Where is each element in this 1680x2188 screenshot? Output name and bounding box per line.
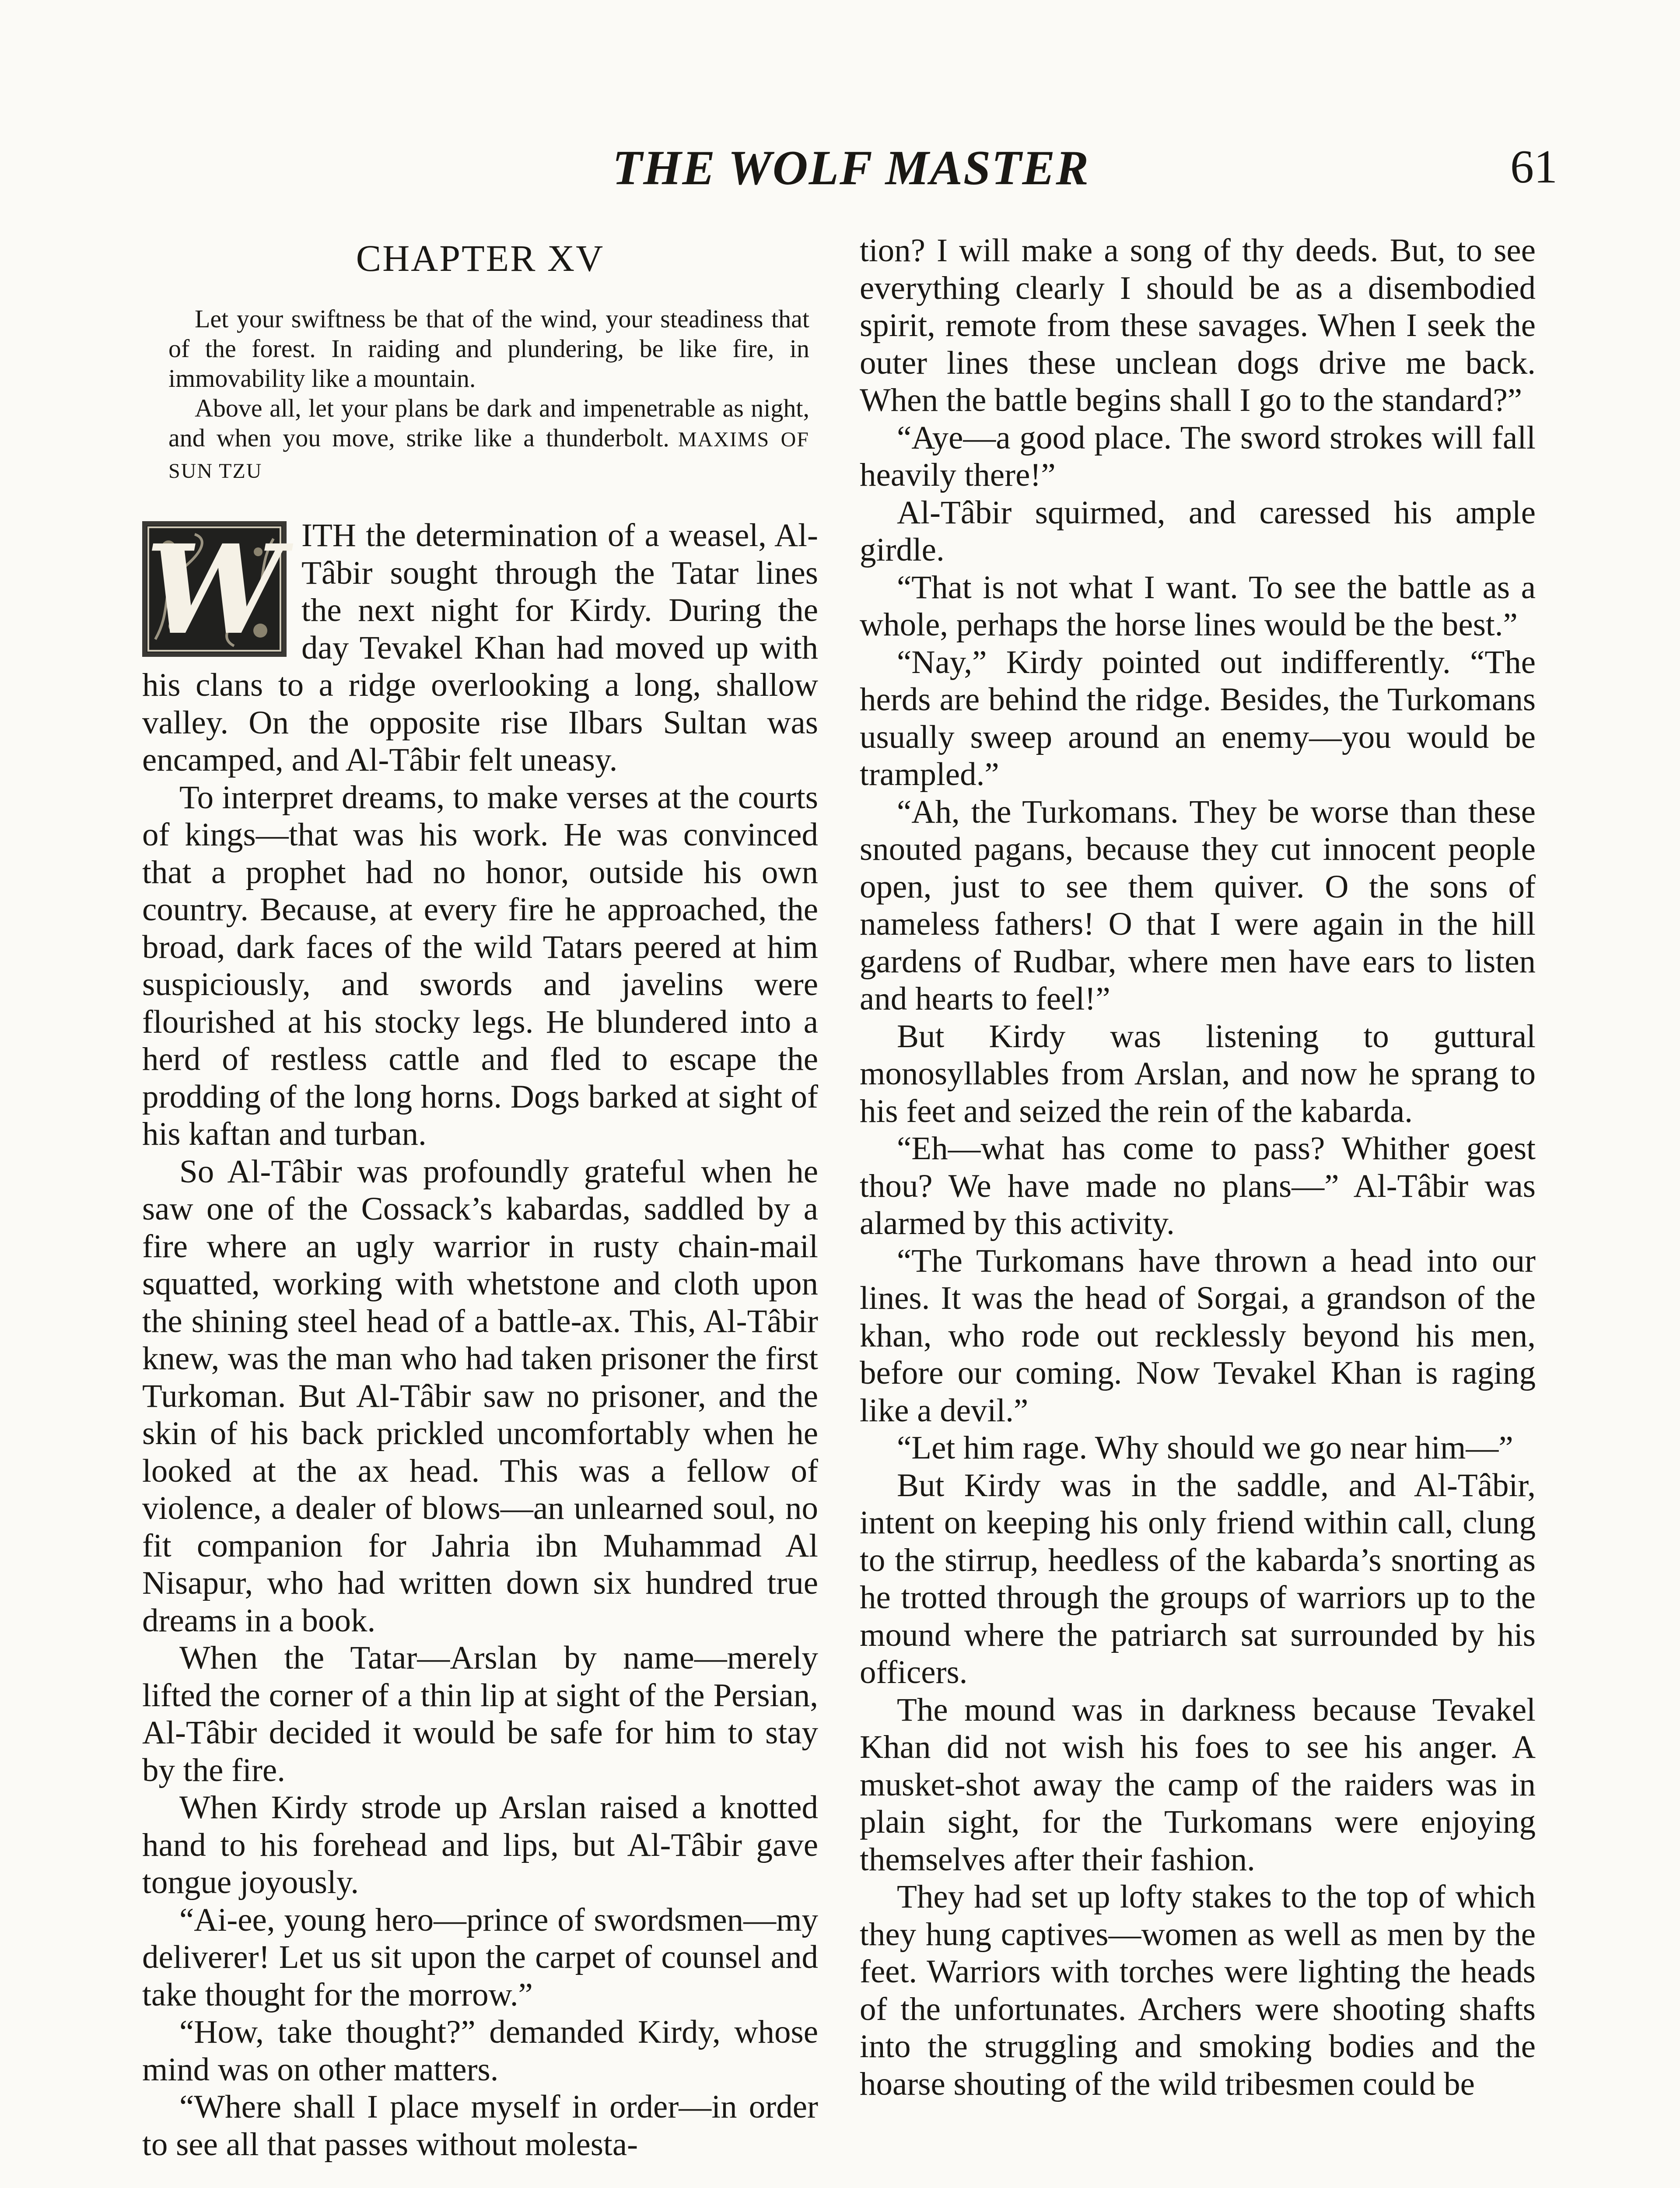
paragraph: “Aye—a good place. The sword strokes will fall heavily there!” <box>860 419 1536 493</box>
opening-text: ITH the determination of a weasel, Al-Tâbir sought through the Tatar lines the next night for Kirdy. During the day Tevakel Khan had moved up with his clans to a ridge overlooking a long, shallow valley. On the opposite rise Ilbars Sultan was encamped, and Al-Tâbir felt uneasy. <box>142 517 818 778</box>
paragraph: “Eh—what has come to pass? Whither goest thou? We have made no plans—” Al-Tâbir was alarmed by this activity. <box>860 1130 1536 1241</box>
epigraph-line: Let your swiftness be that of the wind, your steadiness that of the forest. In raiding and plundering, be like fire, in immovability like a mountain. <box>168 305 809 393</box>
page-number: 61 <box>1510 141 1558 193</box>
paragraph: “Ah, the Turkomans. They be worse than these snouted pagans, because they cut innocent people open, just to see them quiver. O the sons of nameless fathers! O that I were again in the hill gardens of Rudbar, where men have ears to listen and hearts to feel!” <box>860 793 1536 1017</box>
paragraph: “The Turkomans have thrown a head into our lines. It was the head of Sorgai, a grandson of the khan, who rode out recklessly beyond his men, before our coming. Now Tevakel Khan is raging like a devil.” <box>860 1242 1536 1429</box>
paragraph: So Al-Tâbir was profoundly grateful when he saw one of the Cossack’s kabardas, saddled by a fire where an ugly warrior in rusty chain-mail squatted, working with whetstone and cloth upon the shining steel head of a battle-ax. This, Al-Tâbir knew, was the man who had taken prisoner the first Turkoman. But Al-Tâbir saw no prisoner, and the skin of his back prickled uncomfortably when he looked at the ax head. This was a fellow of violence, a dealer of blows—an unlearned soul, no fit companion for Jahria ibn Muhammad Al Nisapur, who had written down six hundred true dreams in a book. <box>142 1153 818 1639</box>
paragraph: But Kirdy was in the saddle, and Al-Tâbir, intent on keeping his only friend within call, clung to the stirrup, heedless of the kabarda’s snorting as he trotted through the groups of warriors up to the mound where the patriarch sat surrounded by his officers. <box>860 1467 1536 1690</box>
paragraph: “That is not what I want. To see the battle as a whole, perhaps the horse lines would be the best.” <box>860 569 1536 643</box>
chapter-heading: CHAPTER XV <box>356 237 605 279</box>
epigraph-line-text: Above all, let your plans be dark and impenetrable as night, and when you move, strike like a thunderbolt. <box>168 394 809 452</box>
paragraph: Al-Tâbir squirmed, and caressed his ample girdle. <box>860 494 1536 568</box>
left-column <box>142 232 818 2163</box>
opening-paragraph <box>142 517 818 779</box>
running-title: THE WOLF MASTER <box>612 141 1090 195</box>
paragraph: “Nay,” Kirdy pointed out indifferently. “The herds are behind the ridge. Besides, the Turkomans usually sweep around an enemy—you would be trampled.” <box>860 644 1536 792</box>
paragraph: “How, take thought?” demanded Kirdy, whose mind was on other matters. <box>142 2014 818 2088</box>
epigraph-attribution: MAXIMS OF SUN TZU <box>168 428 809 483</box>
paragraph: “Let him rage. Why should we go near him—” <box>897 1430 1513 1466</box>
paragraph: tion? I will make a song of thy deeds. But, to see everything clearly I should be as a disembodied spirit, remote from these savages. When I seek the outer lines these unclean dogs drive me back. When the battle begins shall I go to the standard?” <box>860 232 1536 418</box>
paragraph: But Kirdy was listening to guttural monosyllables from Arslan, and now he sprang to his feet and seized the rein of the kabarda. <box>860 1018 1536 1129</box>
paragraph: When the Tatar—Arslan by name—merely lifted the corner of a thin lip at sight of the Persian, Al-Tâbir decided it would be safe for him to stay by the fire. <box>142 1640 818 1788</box>
paragraph: The mound was in darkness because Tevakel Khan did not wish his foes to see his anger. A musket-shot away the camp of the raiders was in plain sight, for the Turkomans were enjoying themselves after their fashion. <box>860 1691 1536 1878</box>
right-column <box>860 232 1536 2103</box>
paragraph: When Kirdy strode up Arslan raised a knotted hand to his forehead and lips, but Al-Tâbir gave tongue joyously. <box>142 1789 818 1900</box>
running-head <box>144 131 1558 201</box>
dropcap-ornament <box>142 518 287 662</box>
paragraph: “Where shall I place myself in order—in order to see all that passes without molesta- <box>142 2089 818 2163</box>
epigraph <box>142 304 818 486</box>
paragraph: They had set up lofty stakes to the top of which they hung captives—women as well as men by the feet. Warriors with torches were lighting the heads of the unfortunates. Archers were shooting shafts into the struggling and smoking bodies and the hoarse shouting of the wild tribesmen could be <box>860 1879 1536 2102</box>
paragraph: To interpret dreams, to make verses at the courts of kings—that was his work. He was convinced that a prophet had no honor, outside his own country. Because, at every fire he approached, the broad, dark faces of the wild Tatars peered at him suspiciously, and swords and javelins were flourished at his stocky legs. He blundered into a herd of restless cattle and fled to escape the prodding of the long horns. Dogs barked at sight of his kaftan and turban. <box>142 779 818 1152</box>
paragraph: “Ai-ee, young hero—prince of swordsmen—my deliverer! Let us sit upon the carpet of counsel and take thought for the morrow.” <box>142 1901 818 2013</box>
epigraph-line <box>168 393 809 486</box>
dropcap-letter: W <box>145 518 284 662</box>
